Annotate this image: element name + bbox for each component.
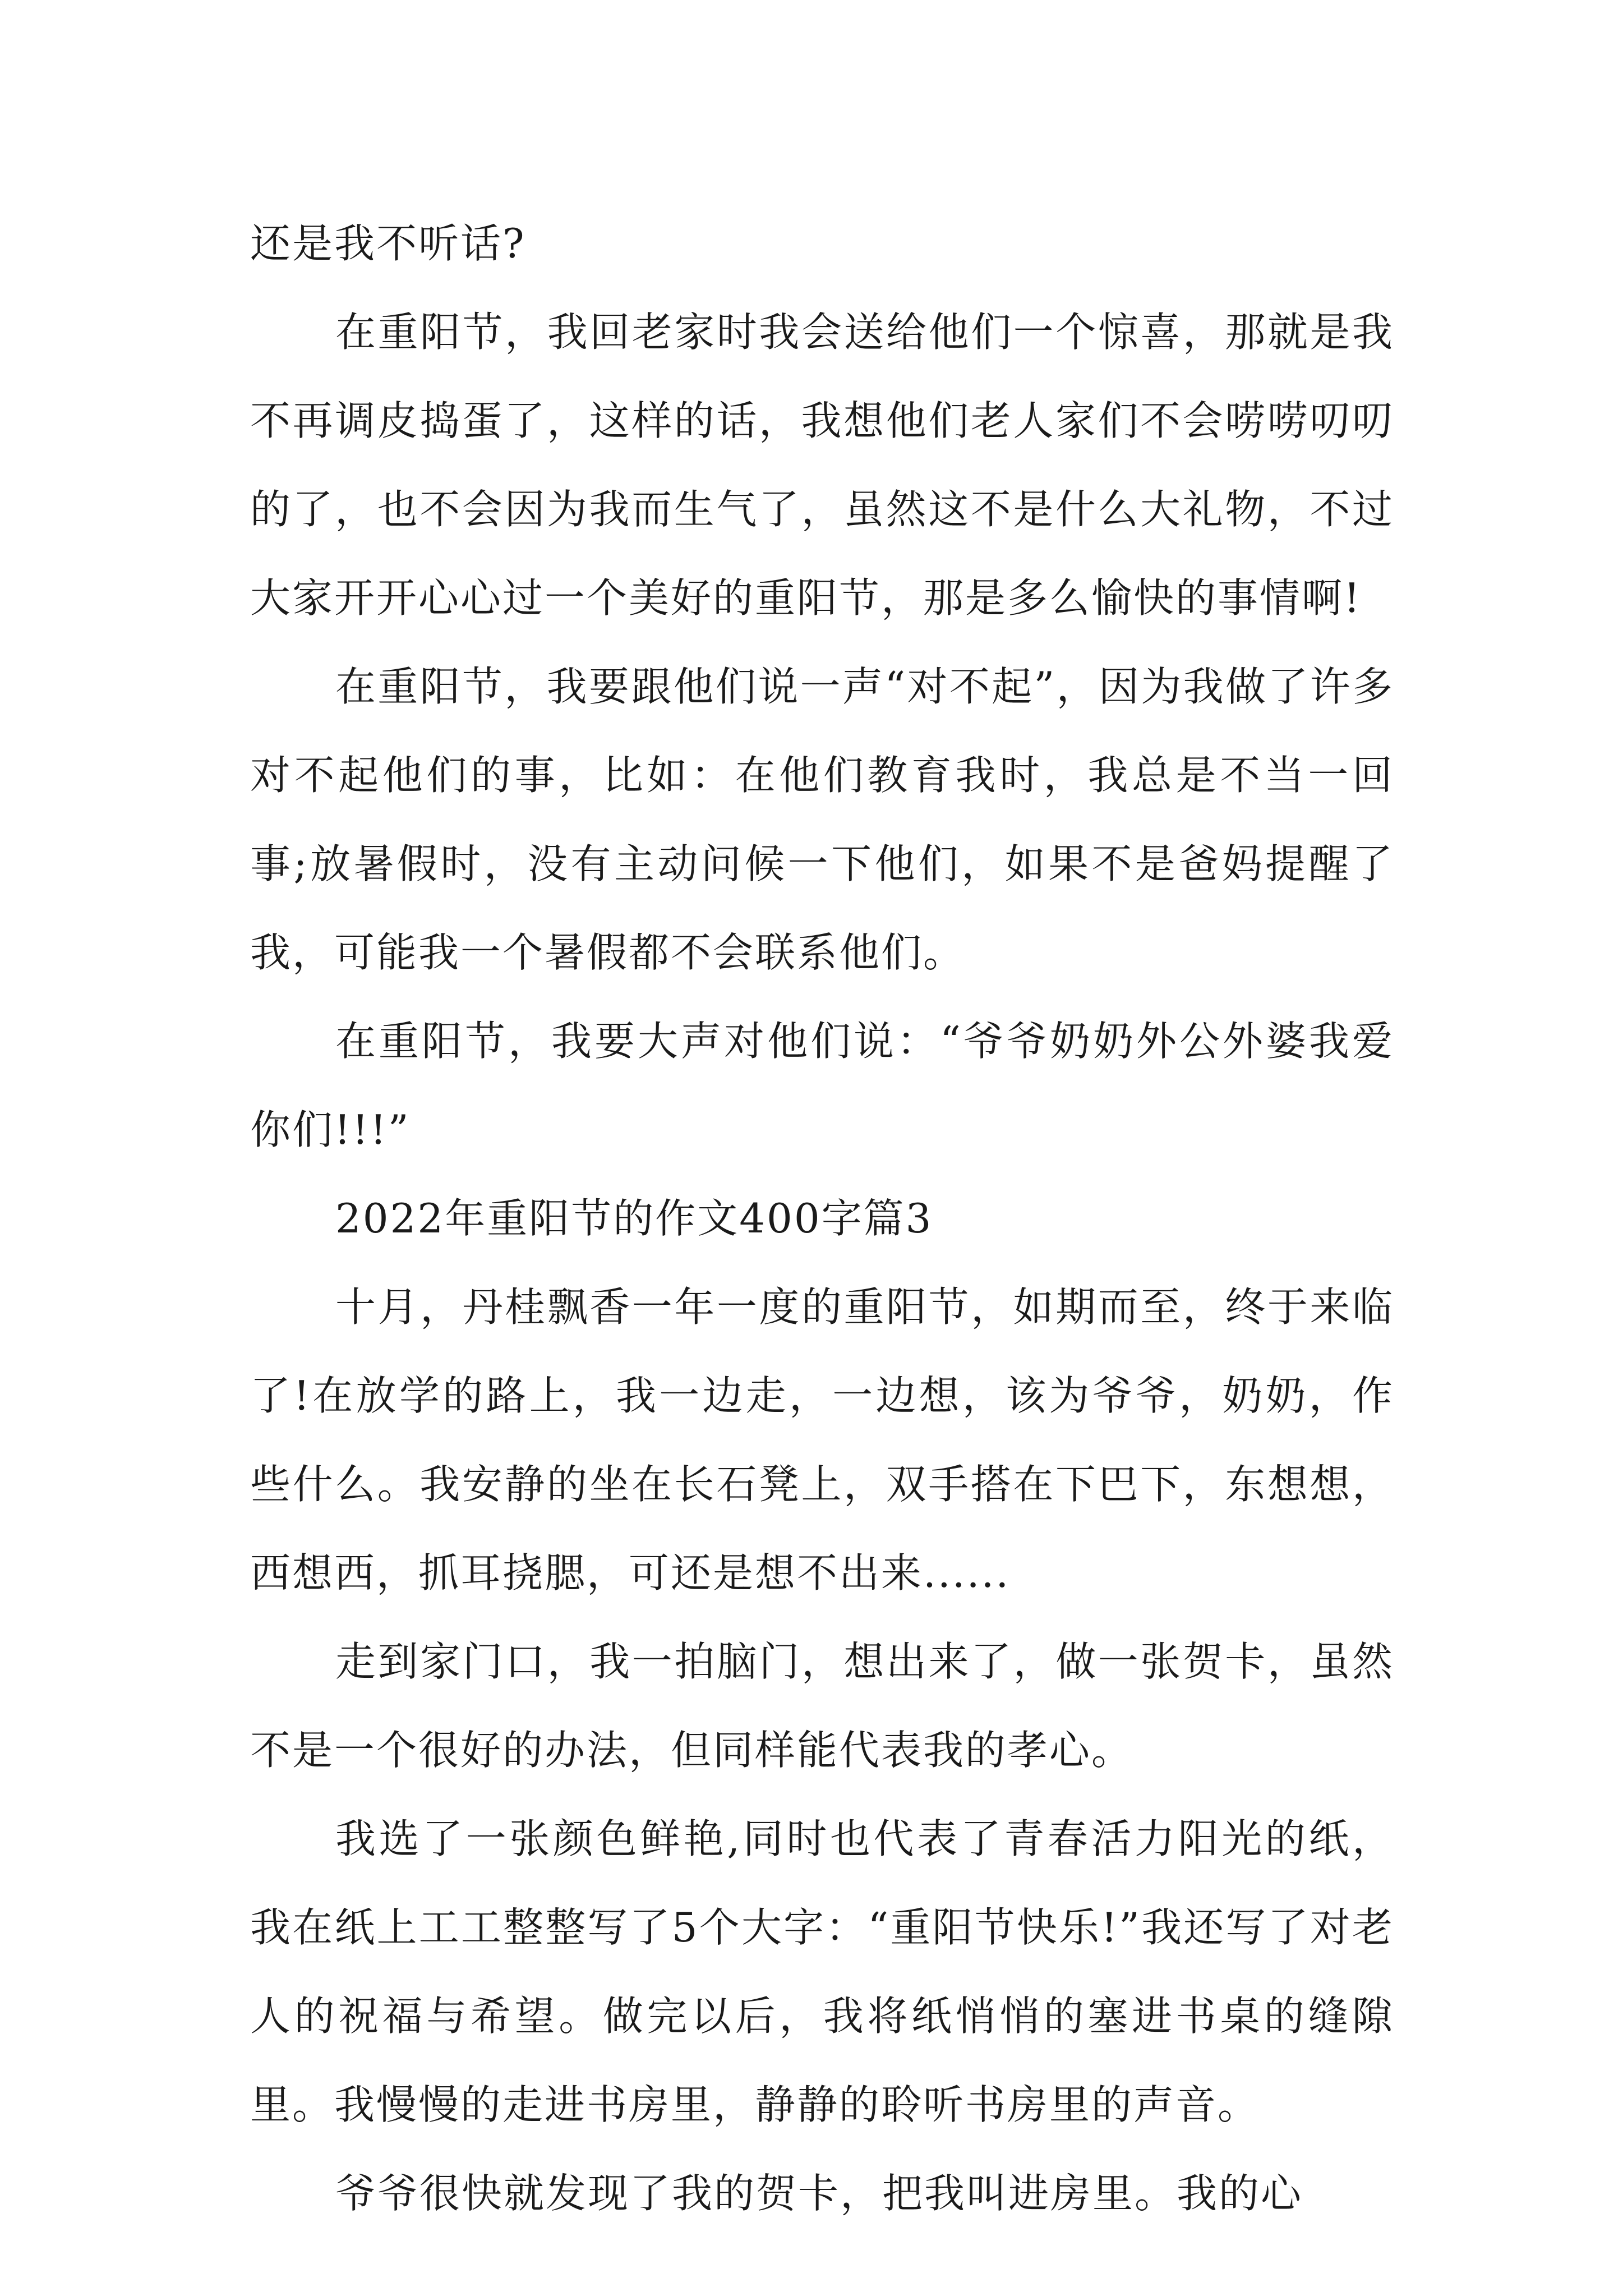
paragraph-surprise: 在重阳节，我回老家时我会送给他们一个惊喜，那就是我不再调皮捣蛋了，这样的话，我想他们老人家们不会唠唠叨叨的了，也不会因为我而生气了，虽然这不是什么大礼物，不过大家开开心心过一个美好的重阳节，那是多么愉快的事情啊! bbox=[250, 309, 1394, 622]
paragraph-love: 在重阳节，我要大声对他们说：“爷爷奶奶外公外婆我爱你们!!!” bbox=[250, 1018, 1394, 1153]
essay-section-heading: 2022年重阳节的作文400字篇3 bbox=[335, 1195, 933, 1242]
paragraph-october: 十月，丹桂飘香一年一度的重阳节，如期而至，终于来临了!在放学的路上，我一边走，一边想，该为爷爷，奶奶，作些什么。我安静的坐在长石凳上，双手搭在下巴下，东想想，西想西，抓耳挠腮，可还是想不出来...... bbox=[250, 1283, 1394, 1596]
paragraph-card-idea: 走到家门口，我一拍脑门，想出来了，做一张贺卡，虽然不是一个很好的办法，但同样能代表我的孝心。 bbox=[250, 1638, 1394, 1774]
paragraph-apology: 在重阳节，我要跟他们说一声“对不起”，因为我做了许多对不起他们的事，比如：在他们教育我时，我总是不当一回事;放暑假时，没有主动问候一下他们，如果不是爸妈提醒了我，可能我一个暑假都不会联系他们。 bbox=[250, 663, 1394, 976]
paragraph-card-making: 我选了一张颜色鲜艳,同时也代表了青春活力阳光的纸，我在纸上工工整整写了5个大字：“重阳节快乐!”我还写了对老人的祝福与希望。做完以后，我将纸悄悄的塞进书桌的缝隙里。我慢慢的走进书房里，静静的聆听书房里的声音。 bbox=[250, 1815, 1394, 2128]
paragraph-continuation: 还是我不听话? bbox=[250, 220, 526, 267]
paragraph-grandpa: 爷爷很快就发现了我的贺卡，把我叫进房里。我的心 bbox=[335, 2170, 1303, 2217]
essay-body bbox=[250, 199, 1394, 2238]
